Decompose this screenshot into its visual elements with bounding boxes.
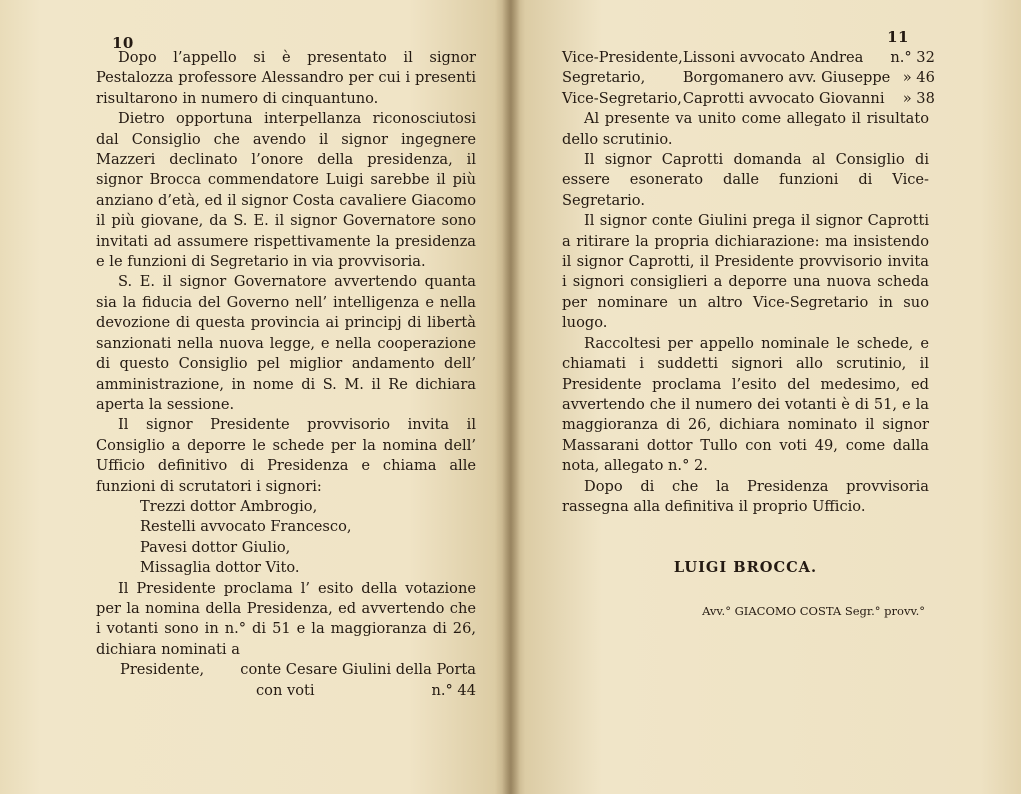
votes-label: con voti: [256, 681, 315, 699]
table-row: [562, 89, 935, 109]
book-gutter: [502, 0, 520, 794]
left-page-text: [96, 48, 476, 701]
paragraph: Dietro opportuna interpellanza riconosciutosi dal Consiglio che avendo il signor ingegnere Mazzeri declinato l’onore della presidenza, il signor Brocca commendatore Luigi sarebbe il più anziano d’età, ed il signor Costa cavaliere Giacomo il più giovane, da S. E. il signor Governatore sono invitati ad assumere rispettivamente la presidenza e le funzioni di Segretario in via provvisoria.: [96, 110, 476, 271]
list-item: Trezzi dottor Ambrogio,: [140, 497, 318, 515]
votes-cell: » 46: [902, 69, 935, 87]
list-item: Restelli avvocato Francesco,: [140, 518, 352, 536]
role-cell: Segretario,: [562, 69, 646, 87]
table-row: [562, 68, 935, 88]
name-cell: Caprotti avvocato Giovanni: [682, 89, 885, 107]
right-page: [510, 0, 1021, 794]
right-page-text: [562, 48, 935, 517]
votes-value: n.° 44: [431, 681, 476, 699]
paragraph: S. E. il signor Governatore avvertendo quanta sia la fiducia del Governo nell’ intelligenza e nella devozione di questa provincia ai principj di libertà sanzionati nella nuova legge, e nella cooperazione di questo Consiglio pel miglior andamento dell’ amministrazione, in nome di S. M. il Re dichiara aperta la sessione.: [96, 273, 476, 413]
paragraph: Il signor Caprotti domanda al Consiglio di essere esonerato dalle funzioni di Vice-Segretario.: [562, 151, 929, 209]
paragraph: Il Presidente proclama l’ esito della votazione per la nomina della Presidenza, ed avvertendo che i votanti sono in n.° di 51 e la maggioranza di 26, dichiara nominati a: [96, 579, 476, 658]
scrutatori-list: [140, 497, 476, 579]
paragraph: Dopo l’appello si è presentato il signor Pestalozza professore Alessandro per cui i presenti risultarono in numero di cinquantuno.: [96, 49, 476, 107]
votes-cell: » 38: [902, 89, 935, 107]
president-votes-row: [96, 681, 476, 701]
paragraph: Il signor conte Giulini prega il signor Caprotti a ritirare la propria dichiarazione: ma insistendo il signor Caprotti, il Presidente provvisorio invita i signori consiglieri a deporre una nuova scheda per nominare un altro Vice-Segretario in suo luogo.: [562, 212, 929, 332]
role-cell: Vice-Presidente,: [562, 49, 683, 66]
paragraph: Al presente va unito come allegato il risultato dello scrutinio.: [562, 110, 929, 148]
page-number: 11: [887, 28, 909, 46]
signature-president: LUIGI BROCCA.: [673, 559, 818, 577]
list-item: Pavesi dottor Giulio,: [140, 538, 291, 556]
paragraph: Raccoltesi per appello nominale le schede, e chiamati i suddetti signori allo scrutinio, il Presidente proclama l’esito del medesimo, ed avvertendo che il numero dei votanti è di 51, e la maggioranza di 26, dichiara nominato il signor Massarani dottor Tullo con voti 49, come dalla nota, allegato n.° 2.: [562, 334, 929, 475]
left-page: [0, 0, 510, 794]
name-cell: Lissoni avvocato Andrea: [682, 49, 864, 66]
role-cell: Vice-Segretario,: [562, 89, 682, 107]
signature-secretary: Avv.° GIACOMO COSTA Segr.° provv.°: [702, 604, 925, 619]
name-cell: Borgomanero avv. Giuseppe: [682, 69, 891, 87]
president-result-row: [96, 660, 476, 680]
paragraph: Il signor Presidente provvisorio invita il Consiglio a deporre le schede per la nomina dell’ Ufficio definitivo di Presidenza e chiama alle funzioni di scrutatori i signori:: [96, 416, 476, 495]
role-label: Presidente,: [120, 661, 205, 679]
officers-table: [562, 48, 935, 109]
table-row: [562, 48, 935, 68]
list-item: Missaglia dottor Vito.: [140, 559, 300, 577]
votes-cell: n.° 32: [890, 49, 935, 66]
page-number: 10: [112, 34, 134, 52]
paragraph: Dopo di che la Presidenza provvisoria rassegna alla definitiva il proprio Ufficio.: [562, 477, 929, 515]
president-name: conte Cesare Giulini della Porta: [240, 661, 476, 679]
